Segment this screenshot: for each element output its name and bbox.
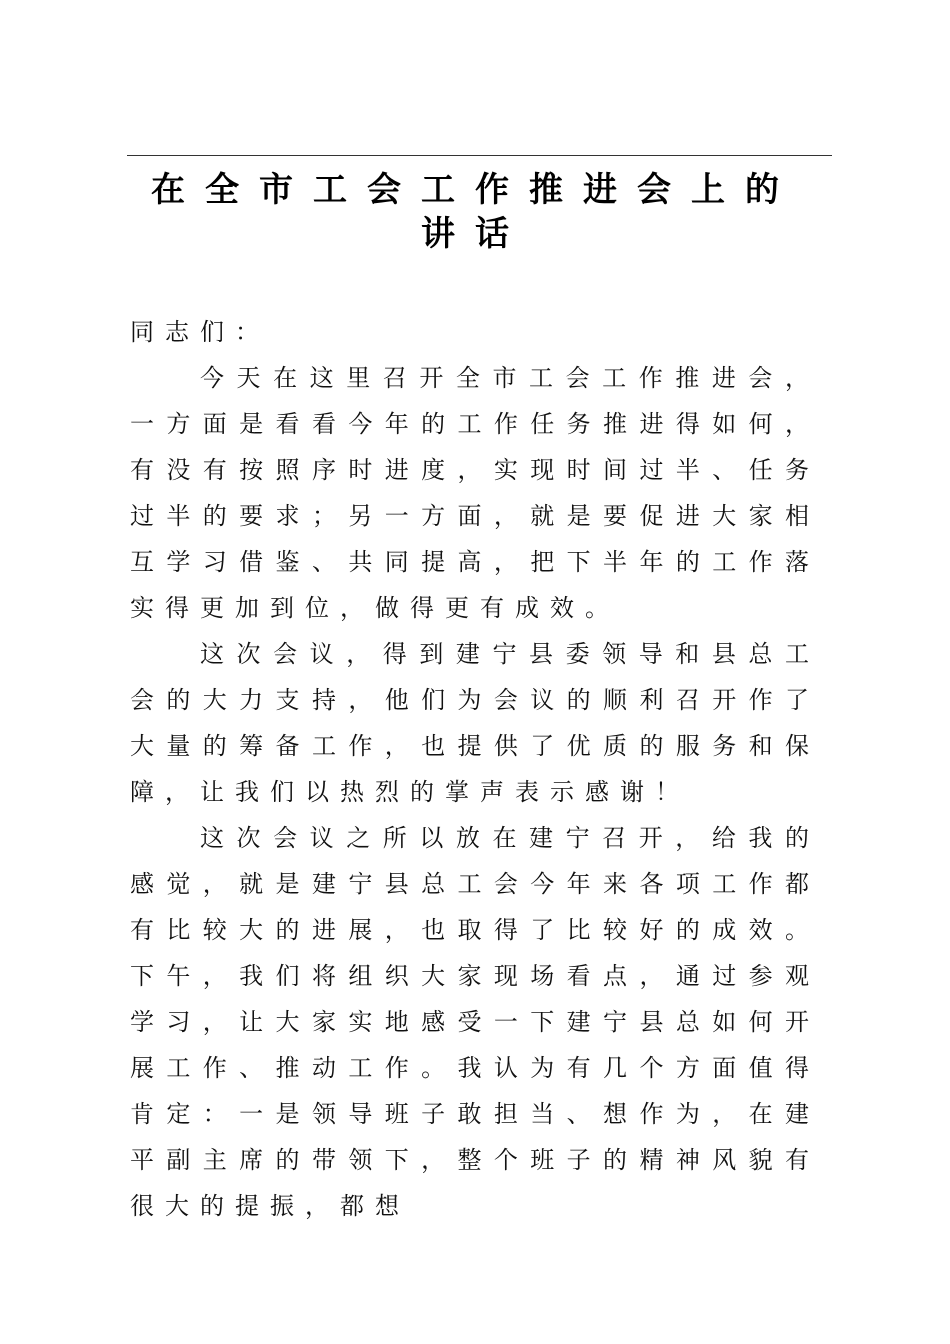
paragraph-3: 这次会议之所以放在建宁召开，给我的感觉，就是建宁县总工会今年来各项工作都有比较大的进展，也取得了比较好的成效。下午，我们将组织大家现场看点，通过参观学习，让大家实地感受一下建宁县总如何开展工作、推动工作。我认为有几个方面值得肯定：一是领导班子敢担当、想作为，在建平副主席的带领下，整个班子的精神风貌有很大的提振，都想 [130, 824, 820, 1220]
page-title: 在全市工会工作推进会上的讲话 [151, 170, 799, 254]
paragraph-1: 今天在这里召开全市工会工作推进会，一方面是看看今年的工作任务推进得如何，有没有按照序时进度，实现时间过半、任务过半的要求；另一方面，就是要促进大家相互学习借鉴、共同提高，把下半年的工作落实得更加到位，做得更有成效。 [130, 364, 820, 622]
header-rule [127, 155, 832, 156]
salutation: 同志们： [130, 318, 270, 346]
speech-body [130, 309, 820, 1229]
paragraph-2: 这次会议，得到建宁县委领导和县总工会的大力支持，他们为会议的顺利召开作了大量的筹备工作，也提供了优质的服务和保障，让我们以热烈的掌声表示感谢！ [130, 640, 820, 806]
